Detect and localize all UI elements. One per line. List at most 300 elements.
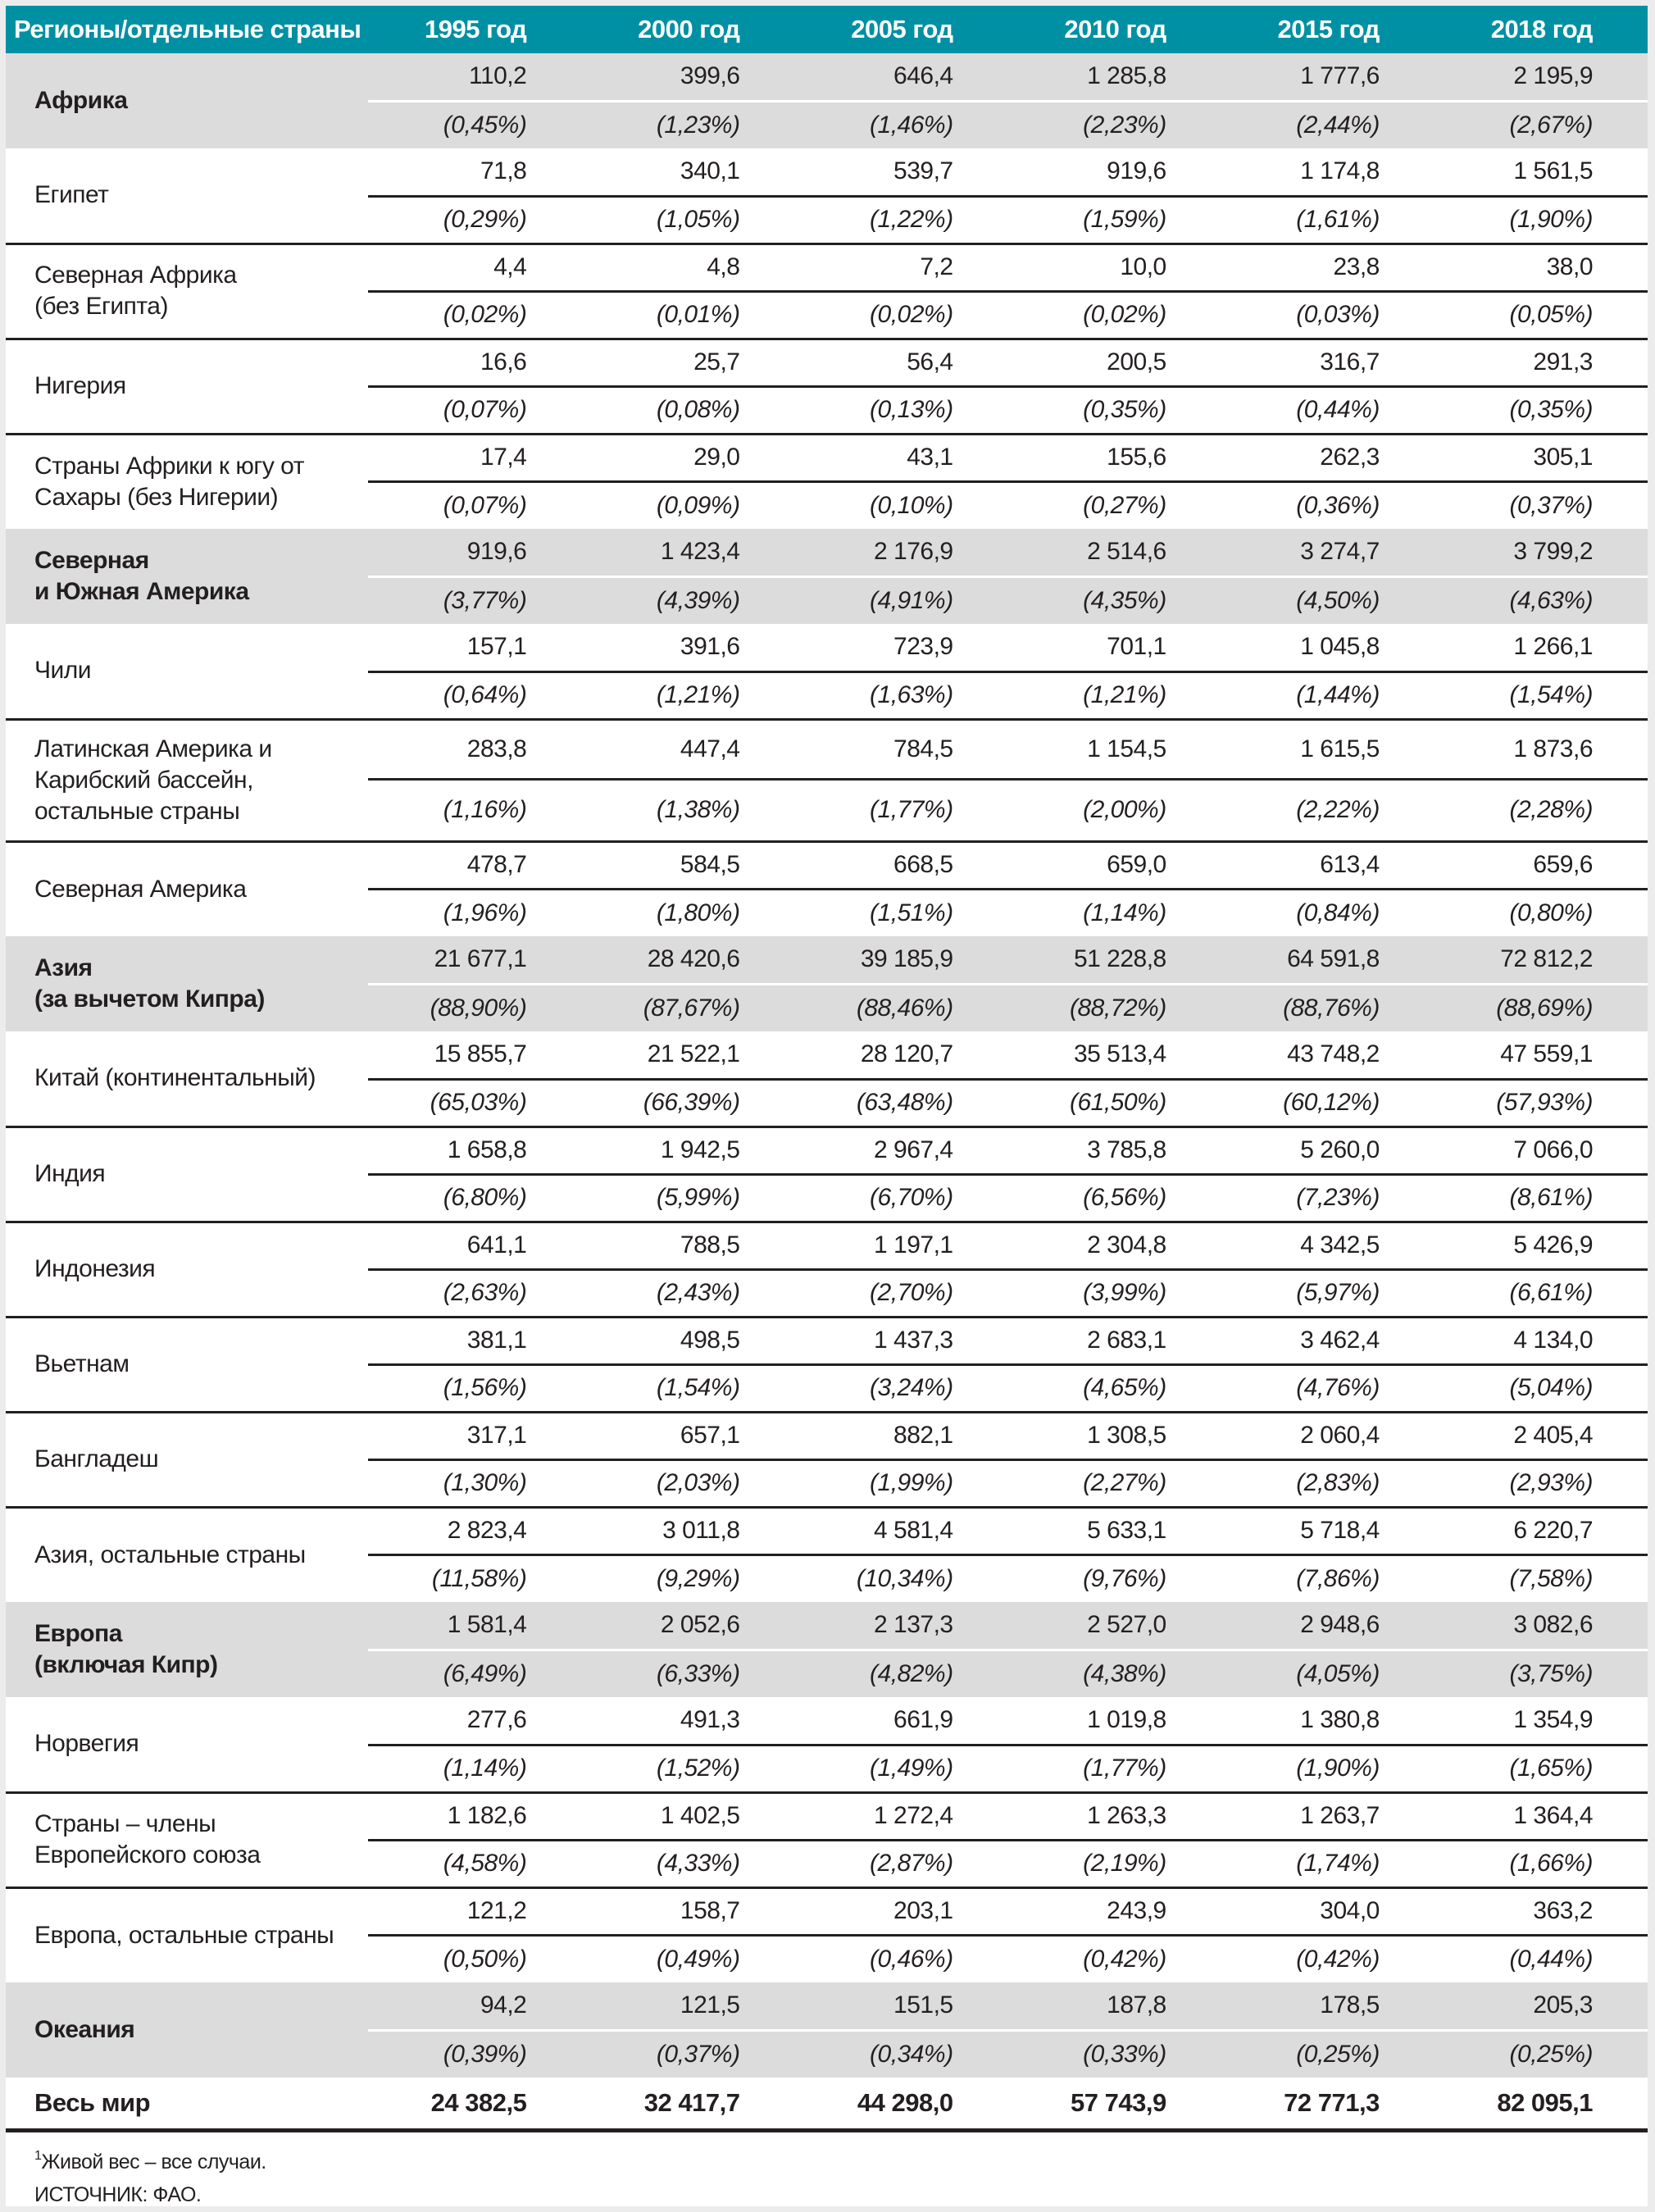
column-header-year: 2018 год: [1434, 6, 1648, 53]
world-share-percent: (1,21%): [1008, 671, 1221, 719]
production-value: 205,3: [1434, 1982, 1648, 2030]
production-value: 200,5: [1008, 339, 1221, 386]
country-row-values: [6, 624, 1648, 671]
production-value: 646,4: [794, 53, 1007, 101]
world-share-percent: (6,80%): [368, 1174, 581, 1222]
country-row-values: [6, 244, 1648, 291]
world-share-percent: (6,56%): [1008, 1174, 1221, 1222]
country-name: Латинская Америка и Карибский бассейн, остальные страны: [6, 719, 368, 841]
country-row-values: [6, 1222, 1648, 1269]
production-value: 7 066,0: [1434, 1126, 1648, 1174]
world-share-percent: (61,50%): [1008, 1079, 1221, 1126]
world-share-percent: (0,02%): [368, 291, 581, 339]
world-share-percent: (4,35%): [1008, 576, 1221, 624]
column-header-year: 1995 год: [368, 6, 581, 53]
production-value: 3 785,8: [1008, 1126, 1221, 1174]
production-value: 659,6: [1434, 841, 1648, 889]
production-value: 51 228,8: [1008, 936, 1221, 984]
region-name: Африка: [6, 53, 368, 148]
world-total-value: 72 771,3: [1221, 2078, 1434, 2131]
world-share-percent: (6,49%): [368, 1650, 581, 1697]
world-share-percent: (1,66%): [1434, 1840, 1648, 1887]
world-share-percent: (1,30%): [368, 1459, 581, 1507]
production-value: 2 948,6: [1221, 1602, 1434, 1650]
world-share-percent: (2,00%): [1008, 779, 1221, 841]
world-share-percent: (0,07%): [368, 386, 581, 434]
world-total-label: Весь мир: [6, 2078, 368, 2131]
country-row-values: [6, 1031, 1648, 1079]
region-name: Азия (за вычетом Кипра): [6, 936, 368, 1031]
production-value: 316,7: [1221, 339, 1434, 386]
country-name: Европа, остальные страны: [34, 1921, 334, 1949]
production-value: 157,1: [368, 624, 581, 671]
production-value: 661,9: [794, 1697, 1007, 1745]
country-name: Северная Африка (без Египта): [6, 244, 368, 339]
production-value: 498,5: [581, 1317, 794, 1364]
world-share-percent: (1,61%): [1221, 196, 1434, 244]
world-share-percent: (1,16%): [368, 779, 581, 841]
production-value: 1 561,5: [1434, 148, 1648, 196]
production-value: 723,9: [794, 624, 1007, 671]
world-share-percent: (2,22%): [1221, 779, 1434, 841]
world-share-percent: (4,76%): [1221, 1364, 1434, 1412]
world-share-percent: (1,54%): [1434, 671, 1648, 719]
world-share-percent: (1,54%): [581, 1364, 794, 1412]
production-value: 304,0: [1221, 1887, 1434, 1935]
world-share-percent: (1,49%): [794, 1745, 1007, 1792]
production-value: 3 462,4: [1221, 1317, 1434, 1364]
production-value: 1 182,6: [368, 1792, 581, 1840]
production-value: 2 527,0: [1008, 1602, 1221, 1650]
world-share-percent: (1,63%): [794, 671, 1007, 719]
world-share-percent: (1,80%): [656, 899, 740, 926]
world-share-percent: (2,87%): [794, 1840, 1007, 1887]
production-value: 15 855,7: [368, 1031, 581, 1079]
production-value: 2 823,4: [368, 1507, 581, 1554]
world-share-percent: (1,99%): [794, 1459, 1007, 1507]
footnote-text: Живой вес – все случаи.: [41, 2151, 266, 2173]
world-share-percent: (0,44%): [1221, 386, 1434, 434]
world-share-percent: (8,61%): [1434, 1174, 1648, 1222]
world-share-percent: (1,90%): [1221, 1745, 1434, 1792]
column-header-year: 2000 год: [581, 6, 794, 53]
world-share-percent: (2,43%): [581, 1269, 794, 1317]
world-share-percent: (4,65%): [1008, 1364, 1221, 1412]
production-value: 784,5: [794, 719, 1007, 779]
world-share-percent: (0,42%): [1083, 1945, 1166, 1973]
production-value: 3 274,7: [1221, 529, 1434, 576]
production-value: 399,6: [581, 53, 794, 101]
world-share-percent: (0,01%): [581, 291, 794, 339]
world-share-percent: (0,33%): [1008, 2030, 1221, 2078]
world-total-row: [6, 2078, 1648, 2131]
production-value: 283,8: [368, 719, 581, 779]
world-share-percent: (1,74%): [1221, 1840, 1434, 1887]
production-value: 5 718,4: [1221, 1507, 1434, 1554]
world-share-percent: (1,22%): [794, 196, 1007, 244]
world-share-percent: (1,52%): [581, 1745, 794, 1792]
production-value: 5 260,0: [1221, 1126, 1434, 1174]
production-value: 701,1: [1008, 624, 1221, 671]
production-value: 71,8: [368, 148, 581, 196]
production-value: 121,2: [368, 1887, 581, 1935]
world-share-percent: (0,34%): [794, 2030, 1007, 2078]
production-value: 1 154,5: [1008, 719, 1221, 779]
production-value: 2 683,1: [1008, 1317, 1221, 1364]
country-row-values: [6, 434, 1648, 481]
country-name: Индия: [6, 1126, 368, 1222]
production-value: 21 522,1: [581, 1031, 794, 1079]
world-share-percent: (0,05%): [1434, 291, 1648, 339]
production-value: 584,5: [581, 841, 794, 889]
world-share-percent: (63,48%): [794, 1079, 1007, 1126]
world-share-percent: (0,29%): [368, 196, 581, 244]
world-share-percent: (4,58%): [368, 1840, 581, 1887]
header-row: [6, 6, 1648, 53]
world-total-value: 32 417,7: [581, 2078, 794, 2131]
production-value: 1 437,3: [794, 1317, 1007, 1364]
production-value: 23,8: [1221, 244, 1434, 291]
world-share-percent: (1,77%): [794, 779, 1007, 841]
world-share-percent: (1,96%): [443, 899, 527, 926]
production-value: 187,8: [1008, 1982, 1221, 2030]
production-value: 1 045,8: [1221, 624, 1434, 671]
world-share-percent: (2,28%): [1434, 779, 1648, 841]
world-share-percent: (65,03%): [368, 1079, 581, 1126]
country-row-values: [6, 1317, 1648, 1364]
production-value: 657,1: [581, 1412, 794, 1459]
world-share-percent: (4,82%): [794, 1650, 1007, 1697]
world-total-value: 57 743,9: [1008, 2078, 1221, 2131]
production-value: 6 220,7: [1434, 1507, 1648, 1554]
production-value: 641,1: [368, 1222, 581, 1269]
production-value: 10,0: [1008, 244, 1221, 291]
production-value: 21 677,1: [368, 936, 581, 984]
world-share-percent: (0,45%): [368, 101, 581, 148]
production-value: 882,1: [794, 1412, 1007, 1459]
world-share-percent: (0,46%): [870, 1945, 953, 1973]
production-value: 2 304,8: [1008, 1222, 1221, 1269]
world-share-percent: (87,67%): [581, 984, 794, 1031]
world-share-percent: (0,27%): [1083, 491, 1166, 519]
production-value: 317,1: [368, 1412, 581, 1459]
production-value: 1 658,8: [368, 1126, 581, 1174]
production-value: 2 052,6: [581, 1602, 794, 1650]
world-total-value: 24 382,5: [368, 2078, 581, 2131]
world-share-percent: (0,25%): [1434, 2030, 1648, 2078]
world-share-percent: (1,65%): [1434, 1745, 1648, 1792]
production-value: 1 777,6: [1221, 53, 1434, 101]
production-value: 1 263,7: [1221, 1792, 1434, 1840]
country-name: Северная Америка: [34, 875, 247, 903]
production-value: 243,9: [1008, 1887, 1221, 1935]
source-note: ИСТОЧНИК: ФАО.: [34, 2183, 202, 2206]
country-name: Египет: [6, 148, 368, 244]
production-value: 478,7: [368, 841, 581, 889]
production-value: 39 185,9: [794, 936, 1007, 984]
world-share-percent: (6,33%): [581, 1650, 794, 1697]
world-share-percent: (1,14%): [1083, 899, 1166, 926]
production-value: 381,1: [368, 1317, 581, 1364]
world-share-percent: (1,77%): [1008, 1745, 1221, 1792]
world-share-percent: (88,90%): [368, 984, 581, 1031]
world-share-percent: (1,21%): [581, 671, 794, 719]
country-row-values: [6, 148, 1648, 196]
world-share-percent: (2,19%): [1008, 1840, 1221, 1887]
production-value: 2 514,6: [1008, 529, 1221, 576]
world-share-percent: (0,42%): [1296, 1945, 1380, 1973]
production-value: 2 967,4: [794, 1126, 1007, 1174]
world-share-percent: (1,38%): [581, 779, 794, 841]
world-share-percent: (0,80%): [1509, 899, 1593, 926]
country-row-values: [6, 1697, 1648, 1745]
production-value: 4 581,4: [794, 1507, 1007, 1554]
production-value: 56,4: [794, 339, 1007, 386]
world-share-percent: (0,37%): [1509, 491, 1593, 519]
production-value: 43 748,2: [1221, 1031, 1434, 1079]
world-share-percent: (0,35%): [1008, 386, 1221, 434]
world-share-percent: (0,44%): [1509, 1945, 1593, 1973]
production-value: 291,3: [1434, 339, 1648, 386]
country-row-values: [6, 1507, 1648, 1554]
world-share-percent: (7,23%): [1221, 1174, 1434, 1222]
production-value: 2 405,4: [1434, 1412, 1648, 1459]
world-share-percent: (0,02%): [794, 291, 1007, 339]
world-share-percent: (10,34%): [856, 1564, 953, 1592]
production-value: 1 266,1: [1434, 624, 1648, 671]
table-body: [6, 53, 1648, 2078]
country-row-values: [6, 1887, 1648, 1935]
footnote-marker: 1: [34, 2149, 42, 2163]
production-value: 539,7: [794, 148, 1007, 196]
world-share-percent: (0,09%): [656, 491, 740, 519]
world-share-percent: (60,12%): [1221, 1079, 1434, 1126]
production-value: 1 174,8: [1221, 148, 1434, 196]
world-share-percent: (0,49%): [656, 1945, 740, 1973]
production-value: 3 799,2: [1434, 529, 1648, 576]
region-name: Океания: [6, 1982, 368, 2078]
world-share-percent: (6,70%): [794, 1174, 1007, 1222]
world-share-percent: (3,77%): [368, 576, 581, 624]
production-value: 3 082,6: [1434, 1602, 1648, 1650]
production-value: 43,1: [794, 434, 1007, 481]
world-share-percent: (88,72%): [1008, 984, 1221, 1031]
world-share-percent: (5,99%): [581, 1174, 794, 1222]
country-name: Нигерия: [6, 339, 368, 434]
production-value: 16,6: [368, 339, 581, 386]
production-value: 35 513,4: [1008, 1031, 1221, 1079]
world-share-percent: (1,23%): [581, 101, 794, 148]
world-share-percent: (88,76%): [1221, 984, 1434, 1031]
production-value: 2 137,3: [794, 1602, 1007, 1650]
world-share-percent: (2,67%): [1434, 101, 1648, 148]
production-value: 28 420,6: [581, 936, 794, 984]
world-share-percent: (5,97%): [1221, 1269, 1434, 1317]
column-header-region: Регионы/отдельные страны: [6, 6, 368, 53]
world-share-percent: (1,44%): [1221, 671, 1434, 719]
world-share-percent: (66,39%): [581, 1079, 794, 1126]
region-row-values: [6, 1982, 1648, 2030]
production-value: 1 197,1: [794, 1222, 1007, 1269]
world-share-percent: (2,63%): [368, 1269, 581, 1317]
world-total-value: 44 298,0: [794, 2078, 1007, 2131]
production-value: 3 011,8: [581, 1507, 794, 1554]
production-value: 121,5: [581, 1982, 794, 2030]
footnote: [34, 2146, 1648, 2178]
world-share-percent: (1,56%): [368, 1364, 581, 1412]
country-name: Чили: [6, 624, 368, 719]
country-name: Страны Африки к югу от Сахары (без Нигерии): [34, 452, 304, 511]
country-name: Азия, остальные страны: [34, 1541, 306, 1568]
world-share-percent: (1,14%): [368, 1745, 581, 1792]
world-share-percent: (1,90%): [1434, 196, 1648, 244]
country-name: Норвегия: [6, 1697, 368, 1792]
country-row-values: [6, 1412, 1648, 1459]
country-name: Вьетнам: [6, 1317, 368, 1412]
country-name: Китай (континентальный): [6, 1031, 368, 1126]
world-share-percent: (11,58%): [431, 1564, 527, 1592]
world-share-percent: (0,50%): [443, 1945, 527, 1973]
production-value: 4 134,0: [1434, 1317, 1648, 1364]
production-value: 340,1: [581, 148, 794, 196]
fao-table-page: [6, 6, 1648, 2206]
table-footer: [6, 2132, 1648, 2211]
region-row-values: [6, 529, 1648, 576]
world-share-percent: (3,24%): [794, 1364, 1007, 1412]
country-row-values: [6, 719, 1648, 779]
world-share-percent: (57,93%): [1434, 1079, 1648, 1126]
country-row-values: [6, 1126, 1648, 1174]
production-value: 158,7: [581, 1887, 794, 1935]
world-share-percent: (4,38%): [1008, 1650, 1221, 1697]
country-row-values: [6, 841, 1648, 889]
production-value: 5 426,9: [1434, 1222, 1648, 1269]
world-share-percent: (5,04%): [1434, 1364, 1648, 1412]
world-share-percent: (1,46%): [794, 101, 1007, 148]
country-name: Страны – члены Европейского союза: [6, 1792, 368, 1887]
world-share-percent: (0,37%): [581, 2030, 794, 2078]
world-share-percent: (4,33%): [581, 1840, 794, 1887]
world-share-percent: (1,05%): [581, 196, 794, 244]
production-value: 363,2: [1434, 1887, 1648, 1935]
column-header-year: 2010 год: [1008, 6, 1221, 53]
production-value: 491,3: [581, 1697, 794, 1745]
production-value: 262,3: [1221, 434, 1434, 481]
production-value: 1 873,6: [1434, 719, 1648, 779]
production-value: 178,5: [1221, 1982, 1434, 2030]
world-share-percent: (3,99%): [1008, 1269, 1221, 1317]
production-value: 17,4: [368, 434, 581, 481]
production-value: 7,2: [794, 244, 1007, 291]
production-value: 277,6: [368, 1697, 581, 1745]
world-share-percent: (2,93%): [1434, 1459, 1648, 1507]
world-share-percent: (0,36%): [1296, 491, 1380, 519]
world-share-percent: (4,63%): [1434, 576, 1648, 624]
production-value: 2 176,9: [794, 529, 1007, 576]
world-share-percent: (0,25%): [1221, 2030, 1434, 2078]
world-share-percent: (9,76%): [1083, 1564, 1166, 1592]
world-share-percent: (4,05%): [1221, 1650, 1434, 1697]
world-share-percent: (0,35%): [1434, 386, 1648, 434]
production-value: 94,2: [368, 1982, 581, 2030]
region-name: Северная и Южная Америка: [6, 529, 368, 624]
world-share-percent: (2,44%): [1221, 101, 1434, 148]
world-share-percent: (0,84%): [1296, 899, 1380, 926]
world-share-percent: (2,23%): [1008, 101, 1221, 148]
country-name: Бангладеш: [6, 1412, 368, 1507]
production-value: 1 364,4: [1434, 1792, 1648, 1840]
production-value: 1 272,4: [794, 1792, 1007, 1840]
world-share-percent: (7,58%): [1509, 1564, 1593, 1592]
world-share-percent: (0,02%): [1008, 291, 1221, 339]
country-row-values: [6, 1792, 1648, 1840]
world-share-percent: (88,69%): [1434, 984, 1648, 1031]
production-value: 47 559,1: [1434, 1031, 1648, 1079]
production-value: 1 581,4: [368, 1602, 581, 1650]
production-value: 613,4: [1221, 841, 1434, 889]
aquaculture-production-table: [6, 6, 1648, 2132]
production-value: 2 195,9: [1434, 53, 1648, 101]
production-value: 4,4: [368, 244, 581, 291]
production-value: 110,2: [368, 53, 581, 101]
region-row-values: [6, 53, 1648, 101]
column-header-year: 2005 год: [794, 6, 1007, 53]
country-name: Индонезия: [6, 1222, 368, 1317]
world-share-percent: (0,13%): [794, 386, 1007, 434]
production-value: 38,0: [1434, 244, 1648, 291]
column-header-year: 2015 год: [1221, 6, 1434, 53]
production-value: 1 402,5: [581, 1792, 794, 1840]
production-value: 2 060,4: [1221, 1412, 1434, 1459]
world-share-percent: (0,10%): [870, 491, 953, 519]
world-share-percent: (0,39%): [368, 2030, 581, 2078]
production-value: 1 019,8: [1008, 1697, 1221, 1745]
production-value: 5 633,1: [1008, 1507, 1221, 1554]
world-share-percent: (3,75%): [1434, 1650, 1648, 1697]
world-share-percent: (0,07%): [443, 491, 527, 519]
world-share-percent: (9,29%): [656, 1564, 740, 1592]
production-value: 72 812,2: [1434, 936, 1648, 984]
production-value: 659,0: [1008, 841, 1221, 889]
world-share-percent: (7,86%): [1296, 1564, 1380, 1592]
production-value: 1 354,9: [1434, 1697, 1648, 1745]
production-value: 64 591,8: [1221, 936, 1434, 984]
production-value: 4,8: [581, 244, 794, 291]
production-value: 668,5: [794, 841, 1007, 889]
world-total-value: 82 095,1: [1434, 2078, 1648, 2131]
production-value: 4 342,5: [1221, 1222, 1434, 1269]
world-share-percent: (1,59%): [1008, 196, 1221, 244]
production-value: 1 263,3: [1008, 1792, 1221, 1840]
production-value: 25,7: [581, 339, 794, 386]
region-row-values: [6, 936, 1648, 984]
production-value: 1 285,8: [1008, 53, 1221, 101]
production-value: 1 615,5: [1221, 719, 1434, 779]
production-value: 919,6: [368, 529, 581, 576]
region-row-values: [6, 1602, 1648, 1650]
world-share-percent: (2,03%): [581, 1459, 794, 1507]
world-share-percent: (4,39%): [581, 576, 794, 624]
production-value: 1 308,5: [1008, 1412, 1221, 1459]
country-row-values: [6, 339, 1648, 386]
production-value: 1 423,4: [581, 529, 794, 576]
production-value: 155,6: [1008, 434, 1221, 481]
production-value: 1 942,5: [581, 1126, 794, 1174]
world-share-percent: (0,03%): [1221, 291, 1434, 339]
production-value: 447,4: [581, 719, 794, 779]
production-value: 203,1: [794, 1887, 1007, 1935]
production-value: 391,6: [581, 624, 794, 671]
